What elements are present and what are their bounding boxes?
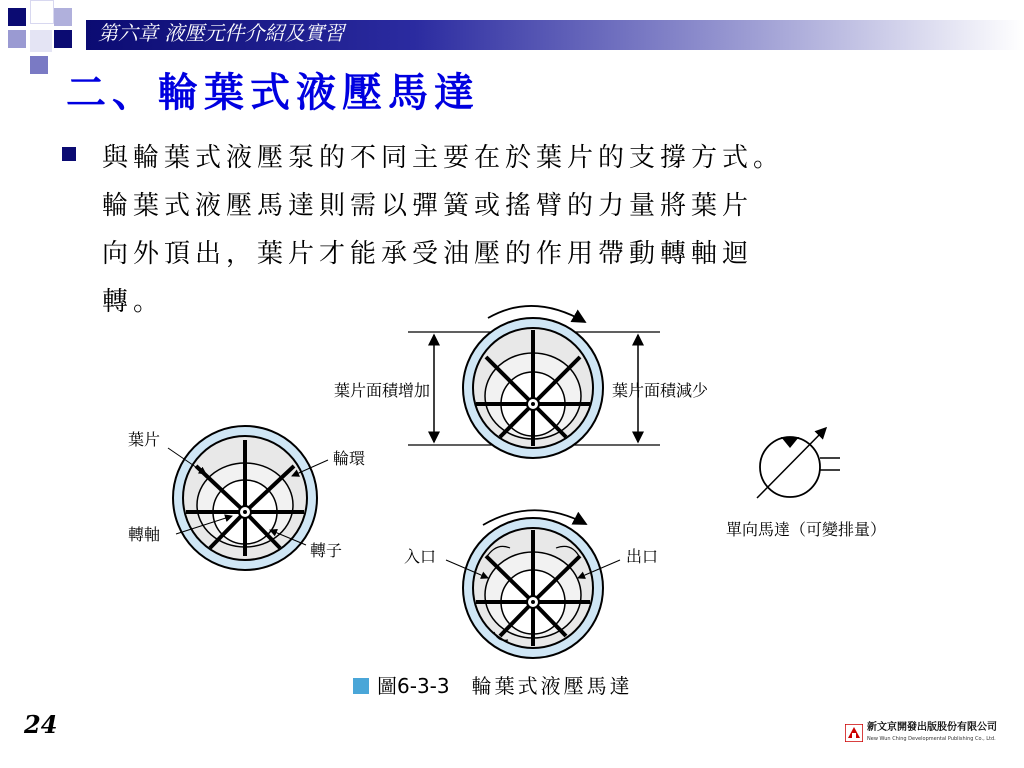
label-area-decrease: 葉片面積減少 bbox=[612, 381, 709, 400]
publisher-english-name: New Wun Ching Developmental Publishing Co., Ltd. bbox=[867, 736, 996, 742]
label-shaft: 轉軸 bbox=[128, 525, 161, 544]
caption-number: 圖6-3-3 bbox=[377, 674, 450, 698]
left-motor-diagram bbox=[168, 426, 328, 570]
publisher-logo-block bbox=[845, 722, 1005, 746]
caption-name: 輪葉式液壓馬達 bbox=[471, 674, 633, 698]
variable-motor-symbol-icon bbox=[757, 428, 840, 498]
chapter-title: 第六章 液壓元件介紹及實習 bbox=[98, 21, 345, 45]
publisher-logo-icon bbox=[845, 724, 863, 742]
bullet-line: 向外頂出，葉片才能承受油壓的作用帶動轉軸迴 bbox=[102, 239, 754, 269]
label-vane: 葉片 bbox=[128, 430, 161, 449]
label-outlet: 出口 bbox=[626, 547, 659, 566]
label-ring: 輪環 bbox=[333, 449, 366, 468]
bullet-line: 轉。 bbox=[102, 287, 165, 317]
caption-square-icon bbox=[353, 678, 369, 694]
bottom-motor-diagram bbox=[446, 510, 620, 658]
label-area-increase: 葉片面積增加 bbox=[334, 381, 431, 400]
publisher-name: 新文京開發出版股份有限公司 bbox=[867, 722, 997, 733]
label-symbol-caption: 單向馬達（可變排量） bbox=[726, 520, 887, 539]
bullet-line: 輪葉式液壓馬達則需以彈簧或搖臂的力量將葉片 bbox=[102, 191, 754, 221]
bullet-line: 與輪葉式液壓泵的不同主要在於葉片的支撐方式。 bbox=[102, 143, 785, 173]
label-inlet: 入口 bbox=[404, 547, 437, 566]
slide-title: 二、輪葉式液壓馬達 bbox=[66, 69, 480, 116]
figure-caption bbox=[353, 672, 633, 700]
page-number: 24 bbox=[24, 710, 58, 739]
label-rotor: 轉子 bbox=[310, 541, 343, 560]
